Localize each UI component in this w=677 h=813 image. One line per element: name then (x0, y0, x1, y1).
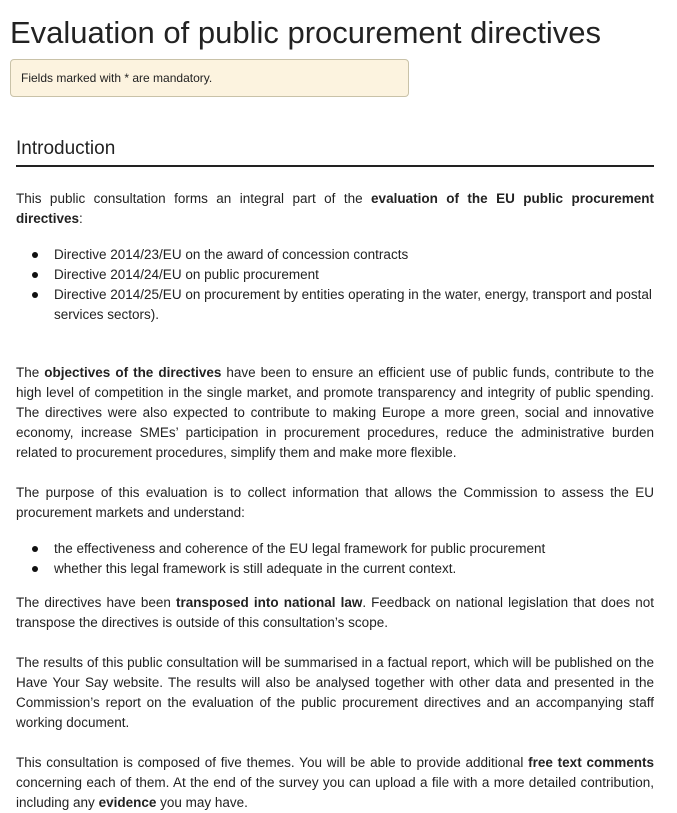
list-item: Directive 2014/24/EU on public procurement (54, 265, 654, 285)
list-item: whether this legal framework is still adequate in the current context. (54, 559, 654, 579)
themes-bold-evidence: evidence (98, 795, 157, 810)
objectives-text: have been to ensure an efficient use of public funds, contribute to the high level of competition in the single market, and promote transparency and integrity of public spending. The directives were also expected to contribute to making Europe a more green, social and innovative economy, increase SMEs’ participation in procurement procedures, reduce the administrative burden related to procurement procedures, simplify them and make more flexible. (16, 365, 655, 460)
objectives-text-start: The (16, 365, 45, 380)
list-item: Directive 2014/25/EU on procurement by entities operating in the water, energy, transport and postal services sectors). (54, 285, 654, 325)
intro-paragraph (16, 189, 654, 229)
intro-text-end: : (79, 211, 83, 226)
transposition-text: . Feedback on national legislation that does not transpose the directives is outside of this consultation’s scope. (16, 595, 654, 630)
purpose-paragraph: The purpose of this evaluation is to collect information that allows the Commission to assess the EU procurement markets and understand: (16, 485, 654, 520)
objectives-bold-text: objectives of the directives (44, 365, 222, 380)
purpose-list (16, 539, 654, 579)
list-item: Directive 2014/23/EU on the award of concession contracts (54, 245, 654, 265)
transposition-paragraph (16, 593, 654, 633)
mandatory-fields-notice: Fields marked with * are mandatory. (10, 59, 409, 97)
results-paragraph: The results of this public consultation will be summarised in a factual report, which will be published on the Have Your Say website. The results will also be analysed together with other data and presented in the Commission’s report on the evaluation of the public procurement directives and an accompanying staff working document. (16, 655, 654, 730)
themes-text-mid: concerning each of them. At the end of the survey you can upload a file with a more detailed contribution, including any (16, 775, 654, 810)
transposition-bold-text: transposed into national law (176, 595, 363, 610)
themes-paragraph (16, 753, 654, 813)
themes-bold-comments: free text comments (528, 755, 655, 770)
themes-text-start: This consultation is composed of five themes. You will be able to provide additional (16, 755, 529, 770)
intro-text: This public consultation forms an integral part of the (16, 191, 372, 206)
intro-bold-text: evaluation of the EU public procurement directives (16, 191, 654, 226)
objectives-paragraph (16, 363, 654, 463)
themes-text-end: you may have. (156, 795, 248, 810)
list-item: the effectiveness and coherence of the EU legal framework for public procurement (54, 539, 654, 559)
directives-list (16, 245, 654, 325)
page-title: Evaluation of public procurement directives (10, 15, 602, 50)
section-heading: Introduction (16, 137, 654, 167)
transposition-text-start: The directives have been (16, 595, 176, 610)
introduction-section (16, 137, 655, 813)
